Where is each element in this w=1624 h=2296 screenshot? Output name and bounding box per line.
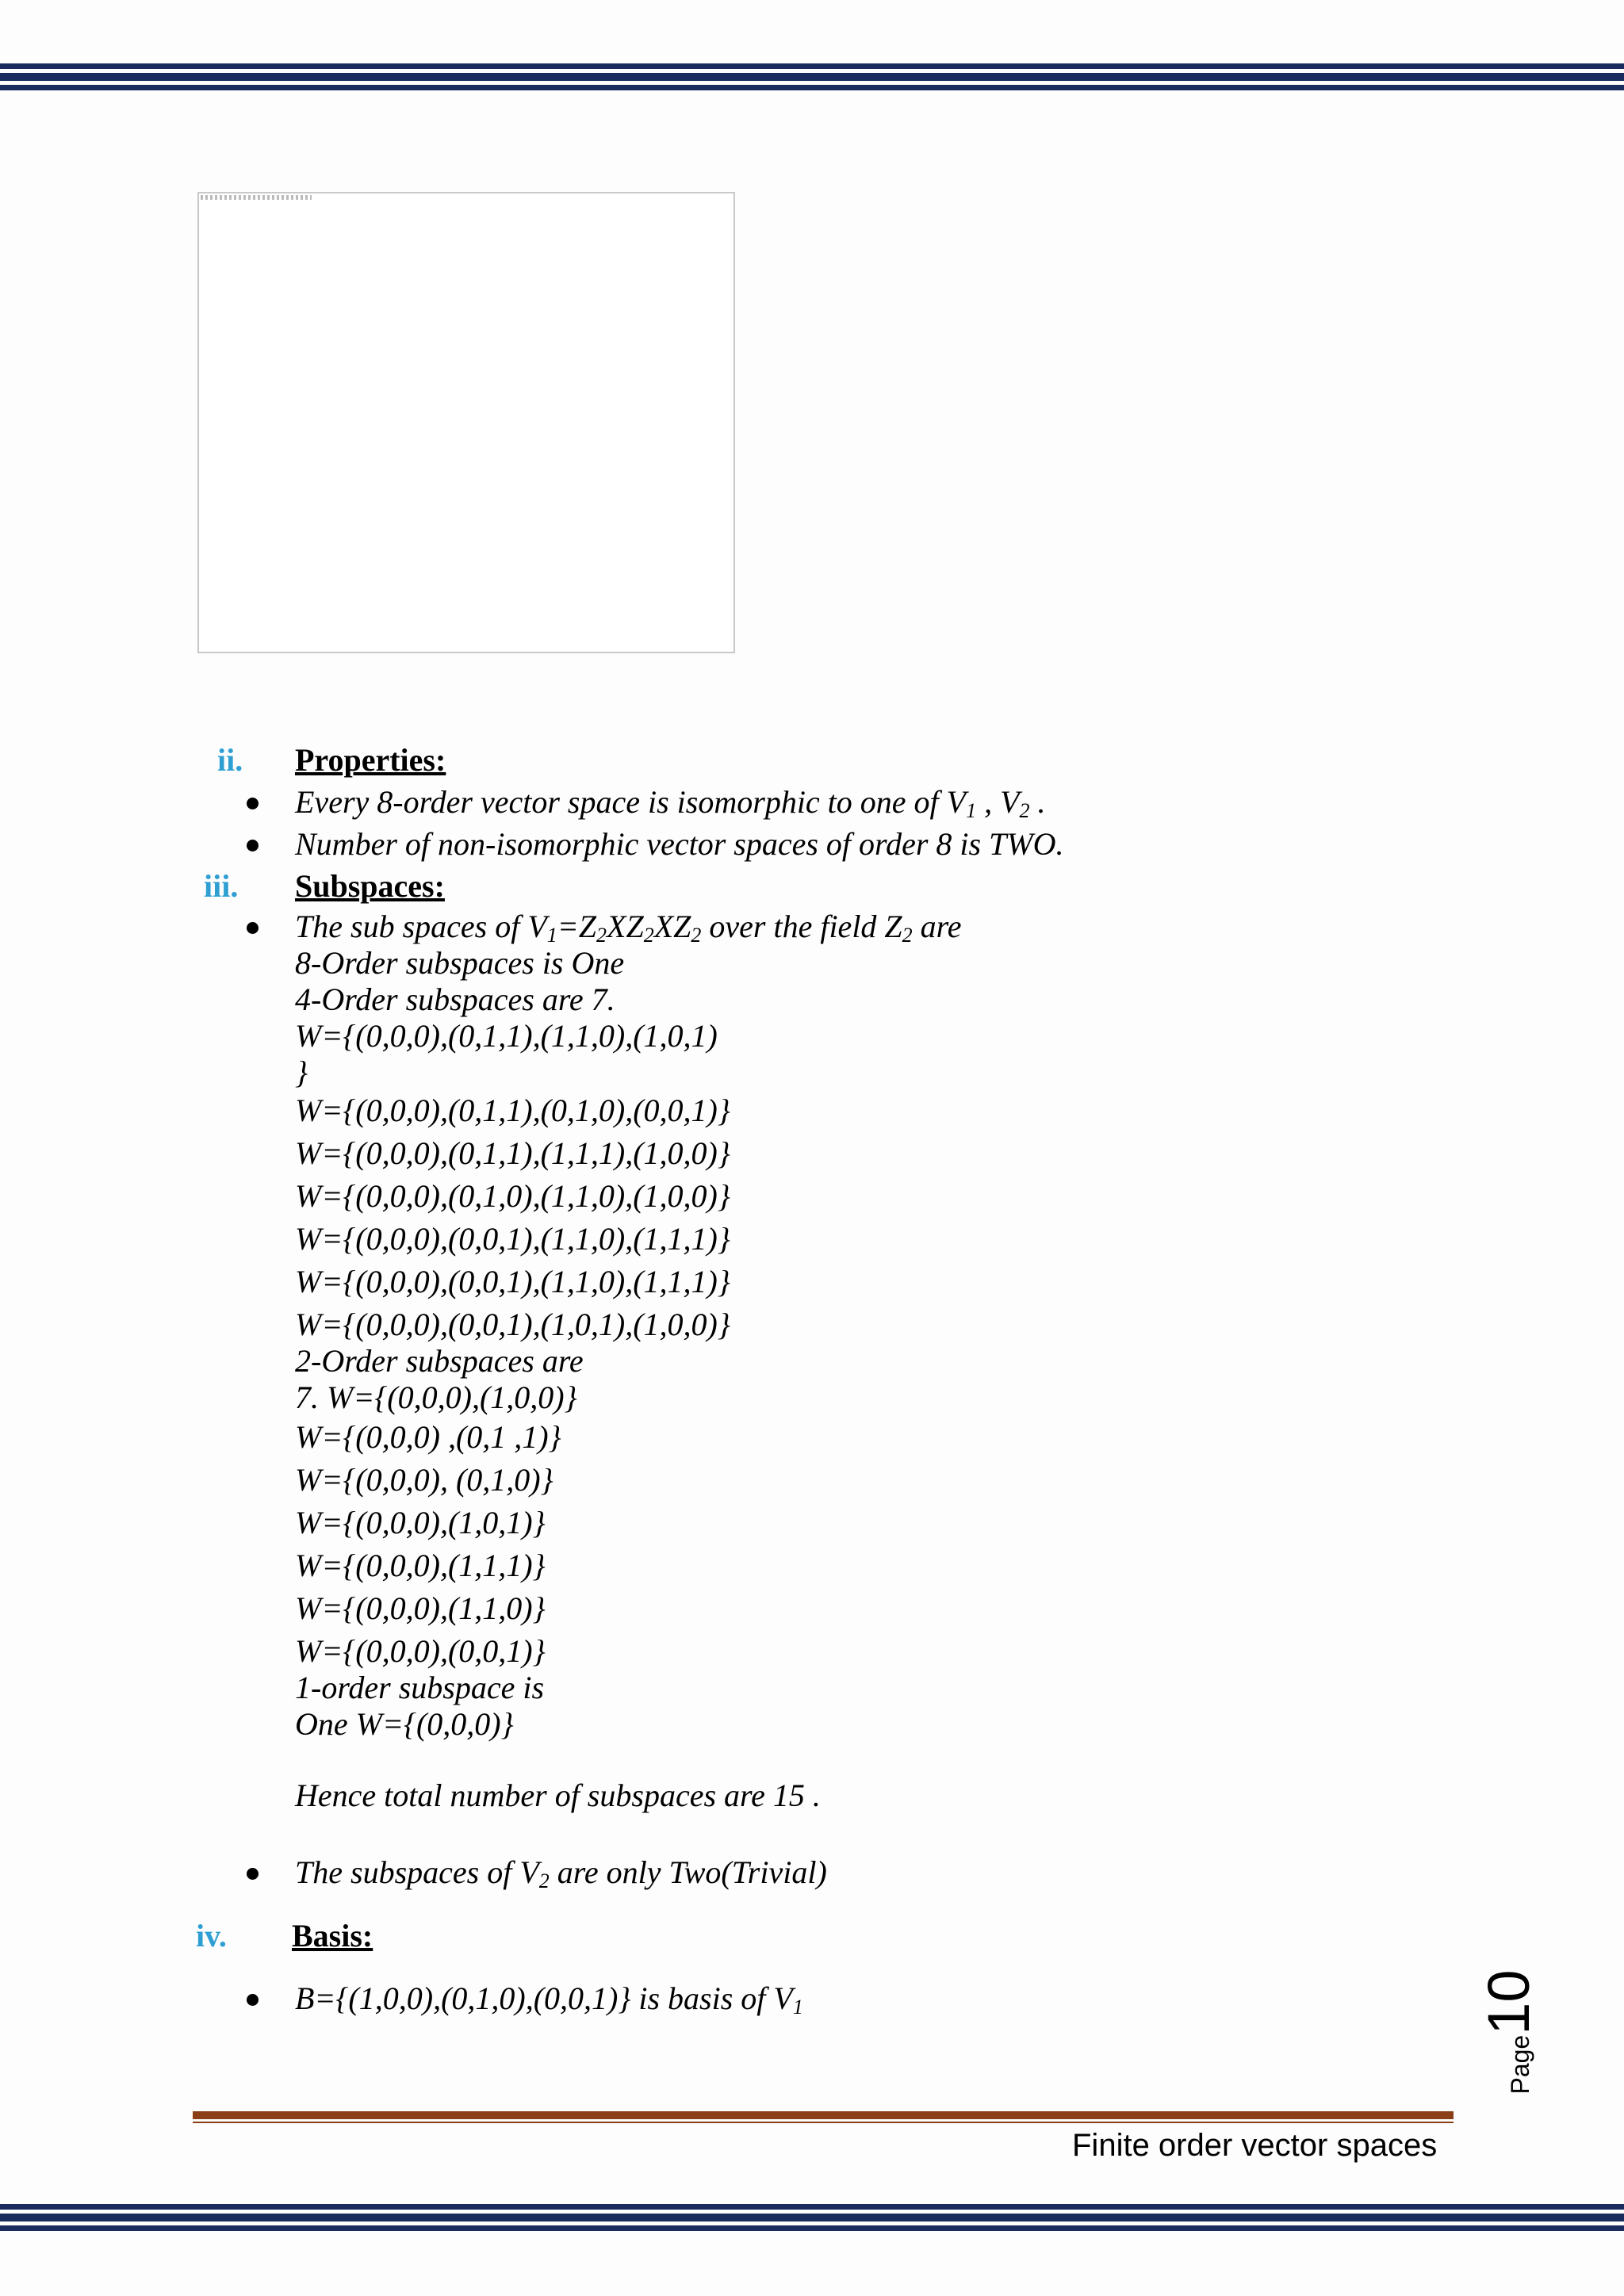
- subspace-line: 2-Order subspaces are: [295, 1343, 584, 1379]
- footer-divider-thin: [193, 2122, 1454, 2123]
- section-marker-basis: iv.: [196, 1918, 227, 1954]
- bullet-icon: [247, 922, 259, 934]
- page-word: Page: [1506, 2034, 1534, 2095]
- subspace-line: W={(0,0,0),(0,0,1),(1,1,0),(1,1,1)}: [295, 1264, 730, 1299]
- properties-heading: Properties:: [295, 742, 446, 778]
- subspace-line: W={(0,0,0), (0,1,0)}: [295, 1462, 553, 1498]
- subspace-line: 7. W={(0,0,0),(1,0,0)}: [295, 1380, 577, 1415]
- subspace-line: W={(0,0,0),(0,1,1),(0,1,0),(0,0,1)}: [295, 1093, 730, 1128]
- v2-subspaces-note: The subspaces of $V_2$ are only Two(Trivial): [295, 1854, 827, 1892]
- section-marker-properties: ii.: [217, 742, 243, 778]
- bullet-icon: [247, 1868, 259, 1880]
- subspace-line: One W={(0,0,0)}: [295, 1706, 514, 1742]
- bullet-icon: [247, 840, 259, 851]
- subspace-line: W={(0,0,0),(0,0,1),(1,1,0),(1,1,1)}: [295, 1221, 730, 1257]
- basis-bullet: B={(1,0,0),(0,1,0),(0,0,1)} is basis of $V_1$: [295, 1980, 803, 2019]
- section-heading-subspaces: [295, 868, 445, 905]
- page-number: 10: [1476, 1969, 1542, 2035]
- subspace-line: W={(0,0,0),(0,0,1),(1,0,1),(1,0,0)}: [295, 1307, 730, 1342]
- subspace-line: 8-Order subspaces is One: [295, 945, 625, 981]
- subspace-line: W={(0,0,0) ,(0,1 ,1)}: [295, 1419, 561, 1455]
- subspaces-heading: Subspaces:: [295, 868, 445, 904]
- section-heading-properties: [295, 742, 446, 779]
- subspaces-total: Hence total number of subspaces are 15 .: [295, 1777, 821, 1813]
- subspace-line: W={(0,0,0),(0,1,0),(1,1,0),(1,0,0)}: [295, 1178, 730, 1214]
- subspace-line: W={(0,0,0),(1,1,1)}: [295, 1548, 546, 1583]
- bullet-icon: [247, 1994, 259, 2006]
- section-marker-subspaces: iii.: [204, 868, 239, 904]
- properties-bullet-1: Every 8-order vector space is isomorphic to one of $V_1$ , $V_2$ .: [295, 784, 1046, 822]
- subspace-line: 1-order subspace is: [295, 1670, 545, 1705]
- footer-divider: [193, 2111, 1454, 2119]
- subspace-line: W={(0,0,0),(1,0,1)}: [295, 1505, 546, 1540]
- footer-document-title: Finite order vector spaces: [1072, 2128, 1438, 2163]
- subspace-line: W={(0,0,0),(0,1,1),(1,1,1),(1,0,0)}: [295, 1135, 730, 1171]
- page-number-marker: [1475, 1969, 1594, 2095]
- bottom-border-band: [0, 2204, 1624, 2231]
- image-caption-artifact: [201, 195, 312, 200]
- section-heading-basis: [284, 1918, 373, 1954]
- bullet-icon: [247, 798, 259, 809]
- top-border-band: [0, 63, 1624, 90]
- subspace-line: W={(0,0,0),(0,0,1)}: [295, 1633, 546, 1669]
- basis-heading: Basis:: [292, 1918, 373, 1954]
- properties-bullet-2: Number of non-isomorphic vector spaces of order 8 is TWO.: [295, 826, 1064, 862]
- subspaces-intro: The sub spaces of $V_1=Z_2XZ_2XZ_2$ over the field $Z_2$ are: [295, 909, 962, 947]
- subspace-line: W={(0,0,0),(0,1,1),(1,1,0),(1,0,1): [295, 1018, 718, 1054]
- subspace-line: 4-Order subspaces are 7.: [295, 982, 615, 1017]
- subspace-line: W={(0,0,0),(1,1,0)}: [295, 1590, 546, 1626]
- embedded-image-placeholder: [197, 192, 735, 653]
- subspace-line: }: [295, 1054, 308, 1090]
